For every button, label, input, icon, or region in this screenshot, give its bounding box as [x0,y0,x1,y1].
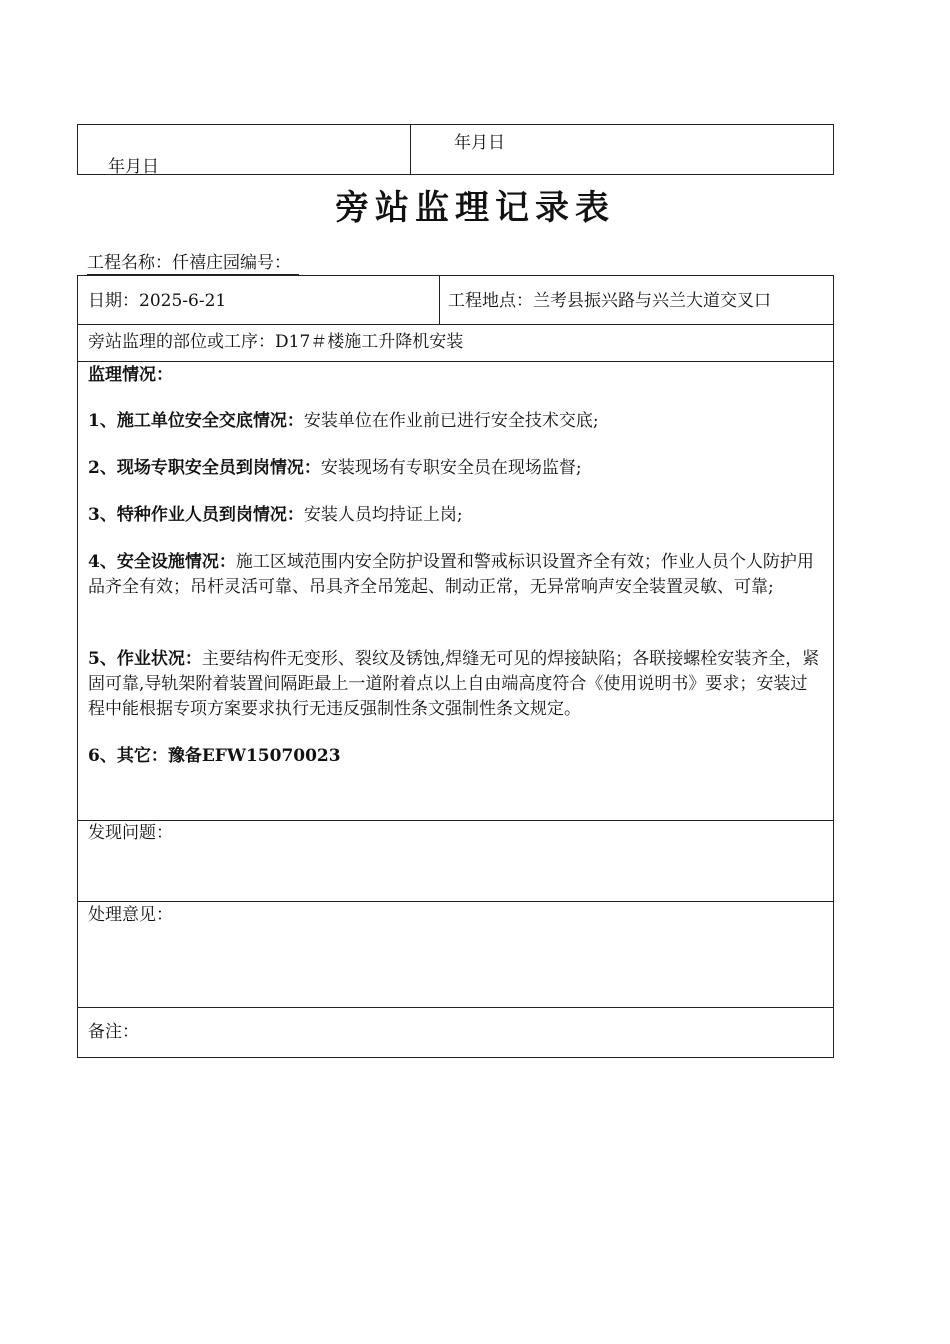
item-text: 安装单位在作业前已进行安全技术交底; [303,411,599,431]
row-divider [78,361,833,362]
supervision-item [88,409,821,434]
item-label: 4、安全设施情况： [88,552,236,572]
supervision-item [88,744,821,769]
location-cell: 工程地点：兰考县振兴路与兴兰大道交叉口 [448,291,771,311]
supervision-item [88,456,821,481]
row-divider [78,820,833,821]
date-cell: 日期：2025-6-21 [88,291,227,311]
supervision-heading: 监理情况： [88,365,173,385]
problems-label: 发现问题： [88,823,173,843]
row-divider [78,901,833,902]
item-text: 豫备EFW15070023 [167,746,341,766]
item-label: 2、现场专职安全员到岗情况： [88,458,321,478]
item-text: 主要结构件无变形、裂纹及锈蚀,焊缝无可见的焊接缺陷；各联接螺栓安装齐全，紧固可靠,导轨架附着装置间隔距最上一道附着点以上自由端高度符合《使用说明书》要求；安装过程中能根据专项方案要求执行无违反强制性条文强制性条文规定。 [88,649,820,719]
row-divider [78,324,833,325]
supervised-part-cell: 旁站监理的部位或工序：D17＃楼施工升降机安装 [88,332,464,352]
item-text: 施工区域范围内安全防护设置和警戒标识设置齐全有效；作业人员个人防护用品齐全有效；吊杆灵活可靠、吊具齐全吊笼起、制动正常，无异常响声安全装置灵敏、可靠; [88,552,814,597]
header-date-table [77,124,834,175]
supervision-item [88,503,821,528]
item-text: 安装现场有专职安全员在现场监督; [320,458,582,478]
header-divider [410,125,411,174]
project-name-line: 工程名称：仟禧庄园编号： [87,252,299,275]
remarks-label: 备注： [88,1022,139,1042]
page-title: 旁站监理记录表 [335,188,615,228]
opinion-label: 处理意见： [88,905,173,925]
item-text: 安装人员均持证上岗; [303,505,463,525]
item-label: 5、作业状况： [88,649,202,669]
item-label: 6、其它： [88,746,168,766]
column-divider [439,276,440,324]
item-label: 3、特种作业人员到岗情况： [88,505,304,525]
supervision-item [88,647,821,722]
right-date-placeholder: 年月日 [454,133,505,153]
record-table [77,275,834,1058]
supervision-item [88,550,821,600]
left-date-placeholder: 年月日 [108,157,159,177]
item-label: 1、施工单位安全交底情况： [88,411,304,431]
row-divider [78,1007,833,1008]
